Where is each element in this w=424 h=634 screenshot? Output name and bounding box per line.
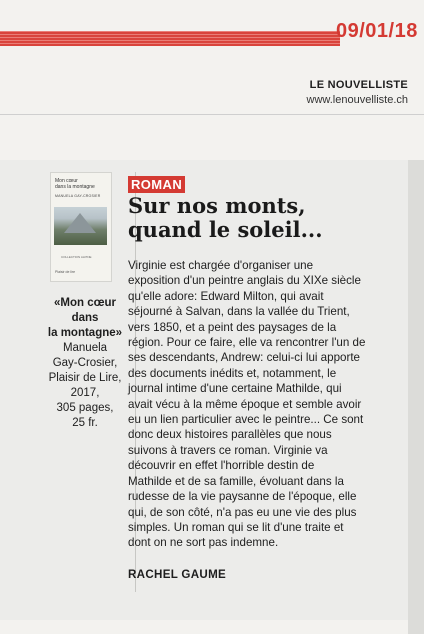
newspaper-website: www.lenouvelliste.ch [306,94,408,106]
book-cover-collection: COLLECTION ALPINE [61,255,92,259]
book-info [40,296,130,431]
article-body: Virginie est chargée d'organiser une exposition d'un peintre anglais du XIXe siècle qu'elle adore: Edward Milton, qui avait séjourné à Salvan, dans la vallée du Trient, vers 1850, et a peint des paysages de la région. Pour ce faire, elle va rencontrer l'un de ses descendants, Andrew: celui-ci lui apporte des documents inédits et, notamment, le journal intime d'une certaine Mathilde, qui avait vécu à la même époque et semble avoir eu un lien particulier avec le peintre... Ce sont donc deux histoires parallèles que nous suivons à travers ce roman. Virginie va découvrir en effet l'horrible destin de Mathilde et de sa famille, évoluant dans la rudesse de la vie paysanne de l'époque, elle qui, de son côté, n'a pas eu une vie des plus simples. Un roman qui se lit d'une traite et dont on ne sort pas indemne. [128,259,366,550]
page-edge [408,160,424,634]
book-cover-author: MANUELA GAY-CROSIER [55,194,101,198]
book-details: Manuela Gay-Crosier, Plaisir de Lire, 2017, 305 pages, 25 fr. [48,342,122,429]
book-cover-image [50,172,112,282]
book-title: «Mon cœur dans la montagne» [47,297,123,339]
mountain-photo [54,207,107,245]
section-kicker: ROMAN [128,176,185,193]
issue-date: 09/01/18 [336,20,418,42]
book-cover-publisher: Plaisir de lire [55,270,76,274]
article-headline: Sur nos monts, quand le soleil... [128,193,323,242]
book-cover-title: Mon cœur dans la montagne [55,178,95,190]
header-divider [0,114,424,115]
article-author: RACHEL GAUME [128,568,227,581]
book-sidebar [40,172,130,431]
newspaper-name: LE NOUVELLISTE [309,79,408,91]
masthead [307,78,409,108]
header-stripe [0,31,340,46]
